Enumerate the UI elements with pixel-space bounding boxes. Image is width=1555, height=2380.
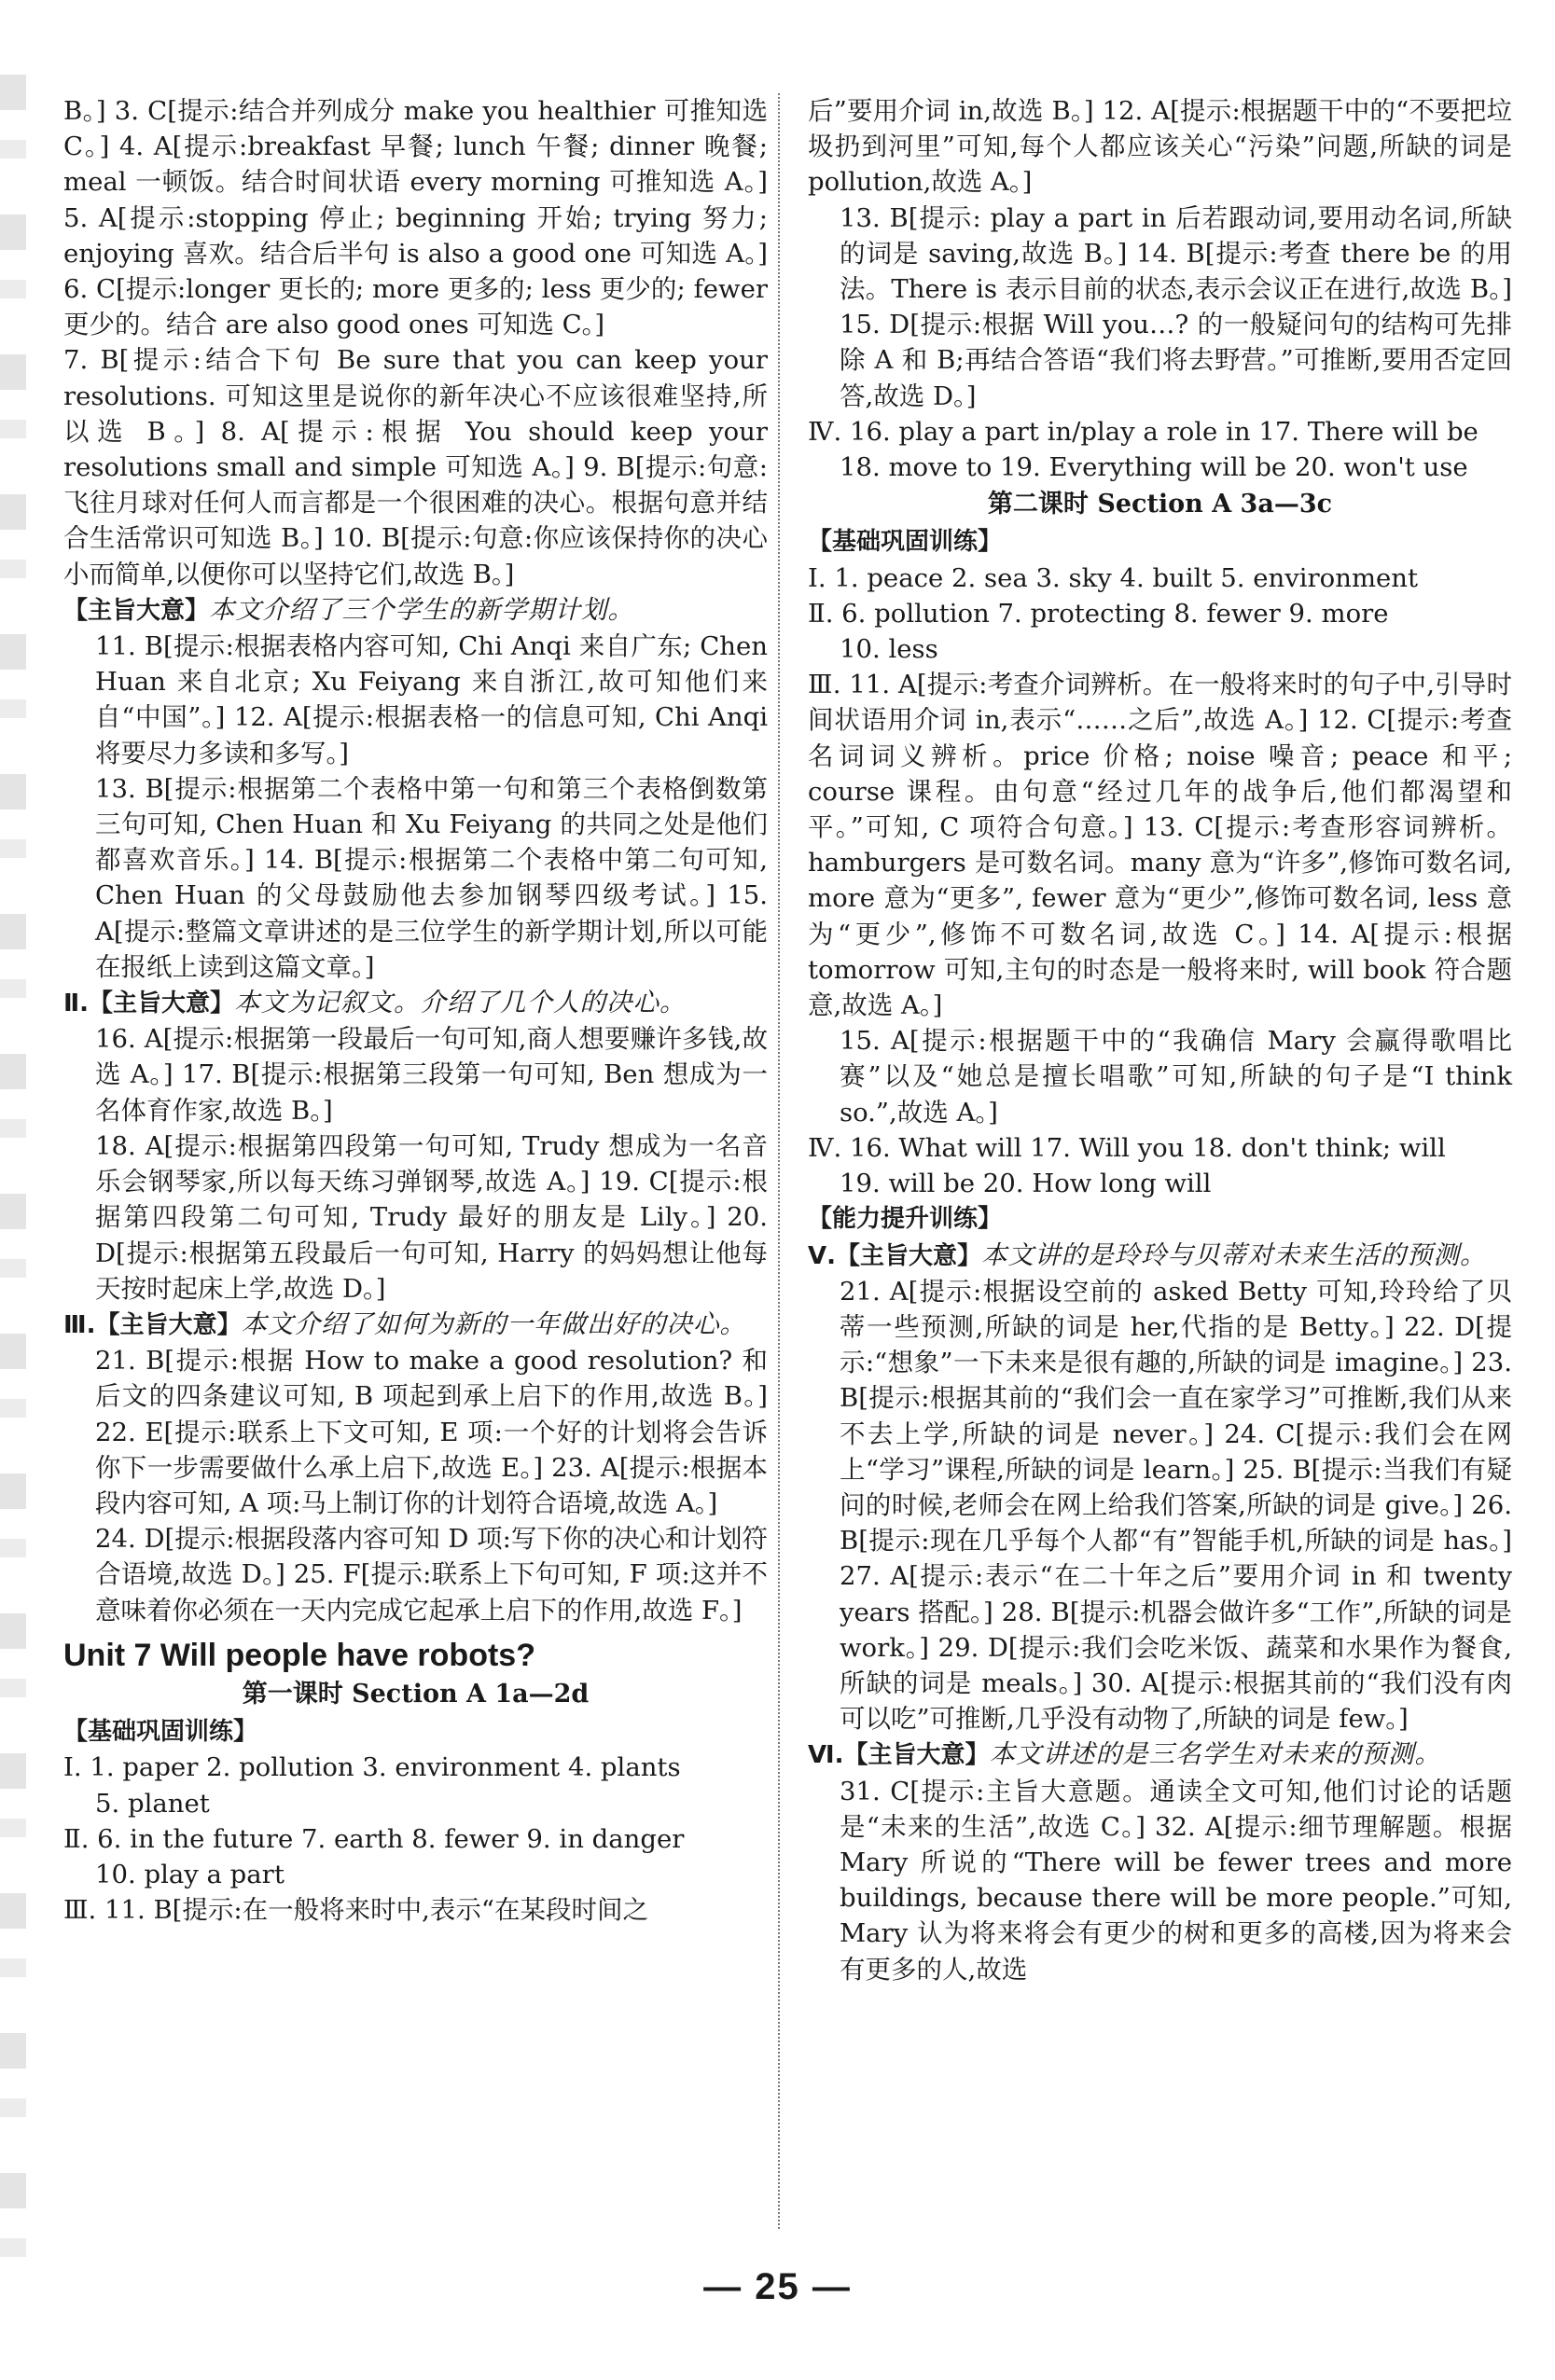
gist-label: 【主旨大意】 <box>63 596 210 625</box>
column-divider <box>778 93 780 2229</box>
answer-line: Ⅰ. 1. peace 2. sea 3. sky 4. built 5. environment <box>808 562 1419 593</box>
answer-paragraph: 21. B[提示:根据 How to make a good resolution? 和后文的四条建议可知, B 项起到承上启下的作用,故选 B。] 22. E[提示:联系上下文可知, E 项:一个好的计划将会告诉你下一步需要做什么承上启下,故选 E。] 23. A[提示:根据本段内容可知, A 项:马上制订你的计划符合语境,故选 A。] <box>95 1346 768 1518</box>
basic-training-heading: 【基础巩固训练】 <box>808 528 1003 557</box>
answer-line: 19. will be 20. How long will <box>840 1169 1212 1199</box>
answer-line: 18. move to 19. Everything will be 20. won't use <box>840 452 1468 483</box>
answer-line: 10. play a part <box>95 1859 285 1889</box>
answer-paragraph: 15. A[提示:根据题干中的“我确信 Mary 会赢得歌唱比赛”以及“她总是擅长唱歌”可知,所缺的句子是“I think so.”,故选 A。] <box>840 1026 1512 1128</box>
answer-line: Ⅳ. 16. What will 17. Will you 18. don't think; will <box>808 1132 1446 1163</box>
answer-line: Ⅲ. 11. B[提示:在一般将来时中,表示“在某段时间之 <box>63 1895 648 1926</box>
gist-text: 本文介绍了三个学生的新学期计划。 <box>209 594 635 625</box>
answer-paragraph: 18. A[提示:根据第四段第一句可知, Trudy 想成为一名音乐会钢琴家,所以每天练习弹钢琴,故选 A。] 19. C[提示:根据第四段第二句可知, Trudy 最好的朋友是 Lily。] 20. D[提示:根据第五段最后一句可知, Harry 的妈妈想让他每天按时起床上学,故选 D。] <box>95 1130 768 1304</box>
answer-line: 10. less <box>840 634 938 665</box>
answer-line: 5. planet <box>95 1788 210 1819</box>
answer-paragraph: 31. C[提示:主旨大意题。通读全文可知,他们讨论的话题是“未来的生活”,故选 C。] 32. A[提示:细节理解题。根据 Mary 所说的“There will be fewer trees and more buildings, because there will be more people.”可知, Mary 认为将来将会有更少的树和更多的高楼,因为将来会有更多的人,故选 <box>840 1776 1512 1985</box>
answer-paragraph: 24. D[提示:根据段落内容可知 D 项:写下你的决心和计划符合语境,故选 D。] 25. F[提示:联系上下句可知, F 项:这并不意味着你必须在一天内完成它起承上启下的作用,故选 F。] <box>95 1524 768 1626</box>
binding-edge-strip <box>0 75 26 2257</box>
section-two-gist <box>63 985 768 1021</box>
gist-paragraph <box>63 592 768 629</box>
answer-paragraph: 16. A[提示:根据第一段最后一句可知,商人想要赚许多钱,故选 A。] 17. B[提示:根据第三段第一句可知, Ben 想成为一名体育作家,故选 B。] <box>95 1024 768 1126</box>
gist-text: 本文为记叙文。介绍了几个人的决心。 <box>234 988 687 1018</box>
answer-line: Ⅱ. 6. in the future 7. earth 8. fewer 9. in danger <box>63 1823 685 1854</box>
lesson-heading: 第二课时 Section A 3a—3c <box>987 490 1333 519</box>
section-five-gist <box>808 1238 1512 1274</box>
basic-training-heading: 【基础巩固训练】 <box>63 1718 258 1747</box>
gist-label: Ⅱ.【主旨大意】 <box>63 989 235 1018</box>
answer-paragraph: 7. B[提示:结合下句 Be sure that you can keep your resolutions. 可知这里是说你的新年决心不应该很难坚持,所以选 B。] 8. A[提示:根据 You should keep your resolutions small and simple 可知选 A。] 9. B[提示:句意:飞往月球对任何人而言都是一个很困难的决心。根据句意并结合生活常识可知选 B。] 10. B[提示:句意:你应该保持你的决心小而简单,以便你可以坚持它们,故选 B。] <box>63 345 768 589</box>
answer-paragraph: Ⅲ. 11. A[提示:考查介词辨析。在一般将来时的句子中,引导时间状语用介词 in,表示“……之后”,故选 A。] 12. C[提示:考查名词词义辨析。price 价格; noise 噪音; peace 和平; course 课程。由句意“经过几年的战争后,他们都渴望和平。”可知, C 项符合句意。] 13. C[提示:考查形容词辨析。hamburgers 是可数名词。many 意为“许多”,修饰可数名词, more 意为“更多”, fewer 意为“更少”,修饰可数名词, less 意为“更少”,修饰不可数名词,故选 C。] 14. A[提示:根据 tomorrow 可知,主句的时态是一般将来时, will book 符合题意,故选 A。] <box>808 670 1512 1021</box>
gist-label: Ⅲ.【主旨大意】 <box>63 1310 242 1339</box>
answer-line: Ⅱ. 6. pollution 7. protecting 8. fewer 9. more <box>808 598 1389 629</box>
right-column <box>808 93 1512 1987</box>
unit-title: Unit 7 Will people have robots? <box>63 1637 535 1673</box>
lesson-heading: 第一课时 Section A 1a—2d <box>242 1679 590 1709</box>
answer-line: Ⅳ. 16. play a part in/play a role in 17. There will be <box>808 416 1479 447</box>
answer-paragraph: 13. B[提示: play a part in 后若跟动词,要用动名词,所缺的词是 saving,故选 B。] 14. B[提示:考查 there be 的用法。There is 表示目前的状态,表示会议正在进行,故选 B。] 15. D[提示:根据 Will you…? 的一般疑问句的结构可先排除 A 和 B;再结合答语“我们将去野营。”可推断,要用否定回答,故选 D。] <box>840 202 1512 411</box>
ability-training-heading: 【能力提升训练】 <box>808 1205 1003 1234</box>
gist-label: Ⅵ.【主旨大意】 <box>808 1741 990 1770</box>
left-column <box>63 93 768 1928</box>
answer-paragraph: 11. B[提示:根据表格内容可知, Chi Anqi 来自广东; Chen Huan 来自北京; Xu Feiyang 来自浙江,故可知他们来自“中国”。] 12. A[提示:根据表格一的信息可知, Chi Anqi 将要尽力多读和多写。] <box>95 631 768 768</box>
answer-line: Ⅰ. 1. paper 2. pollution 3. environment 4. plants <box>63 1752 681 1783</box>
gist-text: 本文介绍了如何为新的一年做出好的决心。 <box>241 1308 746 1339</box>
gist-text: 本文讲述的是三名学生对未来的预测。 <box>989 1739 1441 1770</box>
answer-paragraph: 后”要用介词 in,故选 B。] 12. A[提示:根据题干中的“不要把垃圾扔到河里”可知,每个人都应该关心“污染”问题,所缺的词是 pollution,故选 A。] <box>808 96 1512 198</box>
gist-text: 本文讲的是玲玲与贝蒂对未来生活的预测。 <box>981 1239 1487 1270</box>
answer-paragraph: 21. A[提示:根据设空前的 asked Betty 可知,玲玲给了贝蒂一些预测,所缺的词是 her,代指的是 Betty。] 22. D[提示:“想象”一下未来是很有趣的,所缺的词是 imagine。] 23. B[提示:根据其前的“我们会一直在家学习”可推断,我们从来不去上学,所缺的词是 never。] 24. C[提示:我们会在网上“学习”课程,所缺的词是 learn。] 25. B[提示:当我们有疑问的时候,老师会在网上给我们答案,所缺的词是 give。] 26. B[提示:现在几乎每个人都“有”智能手机,所缺的词是 has。] 27. A[提示:表示“在二十年之后”要用介词 in 和 twenty years 搭配。] 28. B[提示:机器会做许多“工作”,所缺的词是 work。] 29. D[提示:我们会吃米饭、蔬菜和水果作为餐食,所缺的词是 meals。] 30. A[提示:根据其前的“我们没有肉可以吃”可推断,几乎没有动物了,所缺的词是 few。] <box>840 1276 1512 1735</box>
answer-paragraph: 13. B[提示:根据第二个表格中第一句和第三个表格倒数第三句可知, Chen Huan 和 Xu Feiyang 的共同之处是他们都喜欢音乐。] 14. B[提示:根据第二个表格中第二句可知, Chen Huan 的父母鼓励他去参加钢琴四级考试。] 15. A[提示:整篇文章讲述的是三位学生的新学期计划,所以可能在报纸上读到这篇文章。] <box>95 773 768 982</box>
answer-paragraph: B。] 3. C[提示:结合并列成分 make you healthier 可推知选 C。] 4. A[提示:breakfast 早餐; lunch 午餐; dinner 晚餐; meal 一顿饭。结合时间状语 every morning 可推知选 A。] 5. A[提示:stopping 停止; beginning 开始; trying 努力; enjoying 喜欢。结合后半句 is also a good one 可知选 A。] 6. C[提示:longer 更长的; more 更多的; less 更少的; fewer 更少的。结合 are also good ones 可知选 C。] <box>63 96 768 340</box>
section-three-gist <box>63 1307 768 1343</box>
page-number: — 25 — <box>703 2266 852 2307</box>
gist-label: Ⅴ.【主旨大意】 <box>808 1241 981 1270</box>
section-six-gist <box>808 1737 1512 1773</box>
